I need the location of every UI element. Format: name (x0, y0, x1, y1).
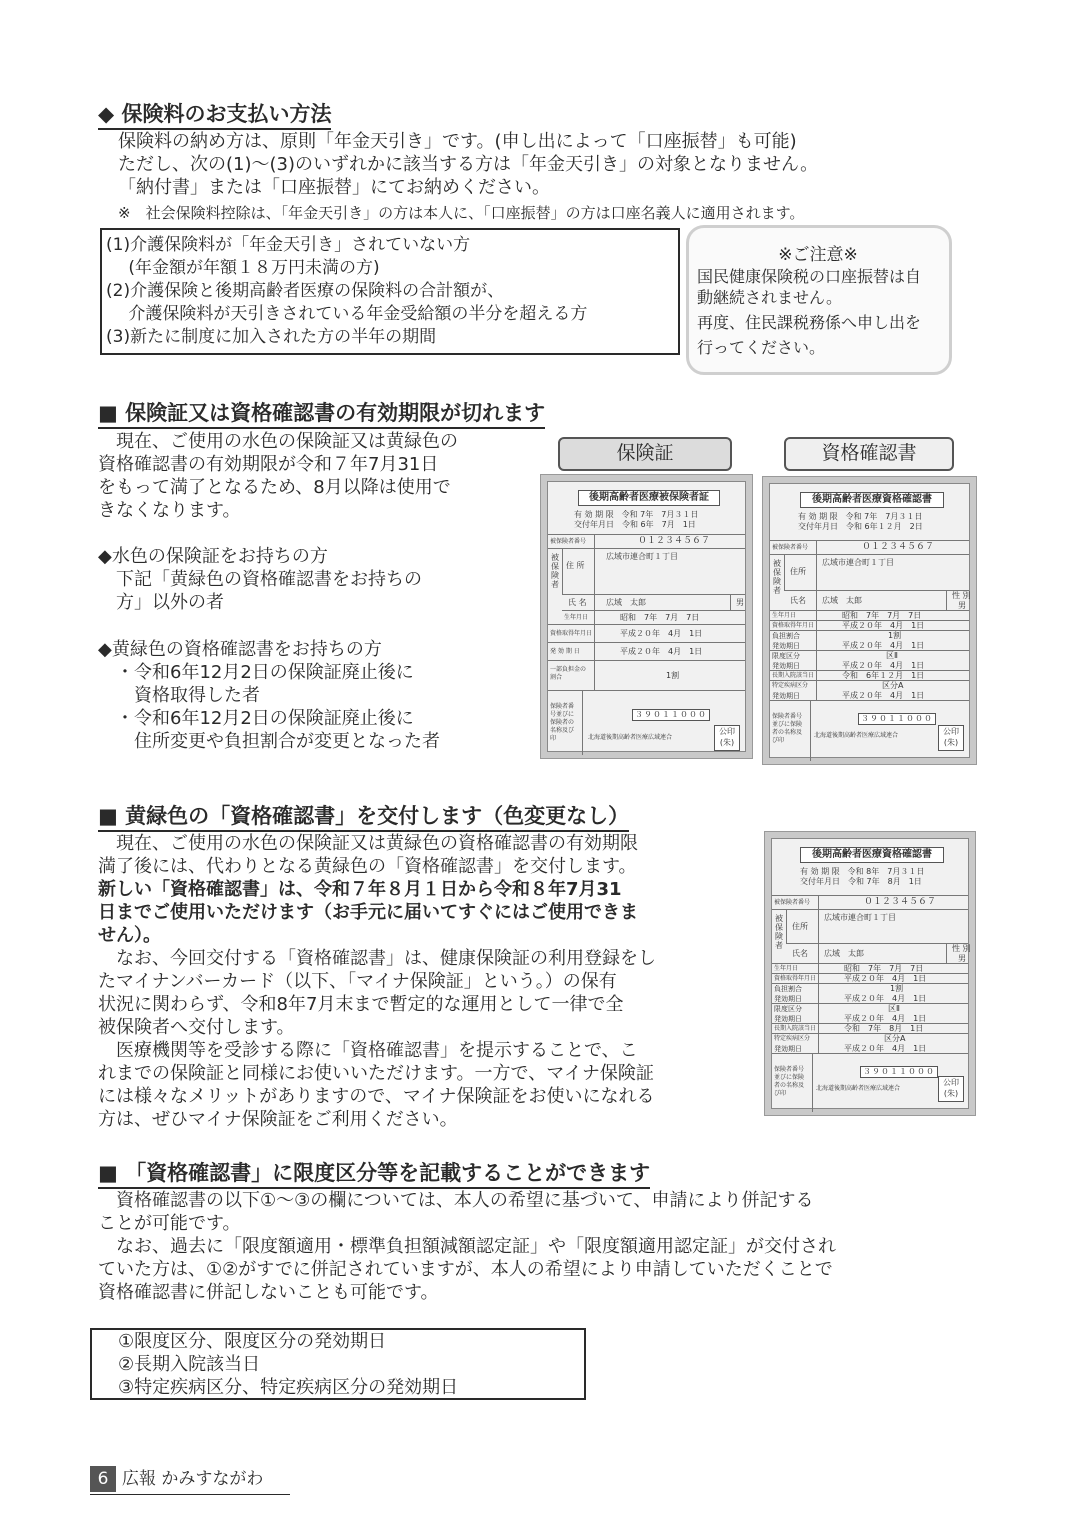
card-name: 広域 太郎 (822, 596, 862, 605)
section3-line: には様々なメリットがありますので、マイナ保険証をお使いになれる (98, 1086, 655, 1107)
official-seal: 公印(朱) (938, 725, 964, 751)
card-burden: 1割 (666, 671, 680, 680)
label-effective: 発 効 期 日 (550, 648, 580, 655)
label-burden: 負担割合 (774, 985, 802, 993)
label-insured: 被保険者 (551, 553, 559, 589)
card-sex: 男 (736, 598, 744, 607)
official-seal: 公印(朱) (938, 1076, 964, 1102)
label-limit: 限度区分 (772, 652, 800, 660)
insurer-number: ３９０１１０００ (860, 1066, 938, 1078)
card-burden-eff: 平成２０年 4月 1日 (844, 994, 927, 1003)
label-insured: 被保険者 (773, 559, 781, 595)
label-disease: 特定疾病区分 (772, 682, 809, 689)
shikaku-card (762, 476, 977, 765)
tab-hokensho: 保険証 (558, 437, 732, 471)
label-burden-eff: 発効期日 (774, 995, 802, 1003)
condition-line: (3)新たに制度に加入された方の半年の期間 (106, 327, 437, 347)
section1-line: 「納付書」または「口座振替」にてお納めください。 (118, 177, 550, 198)
group2-line: ◆黄緑色の資格確認書をお持ちの方 (98, 639, 382, 660)
label-insured: 被保険者 (775, 914, 783, 950)
notice-line: 動継続されません。 (697, 288, 842, 307)
card-burden: 1割 (888, 631, 902, 640)
label-birth: 生年月日 (774, 965, 799, 972)
card-hosp: 令和 7年 8月 1日 (844, 1024, 924, 1033)
label-name: 氏名 (792, 949, 808, 958)
intro-line: 現在、ご使用の水色の保険証又は黄緑色の (98, 431, 458, 452)
card-issued: 交付年月日 令和 6年 7月 1日 (574, 520, 696, 529)
label-sex: 性 別 (952, 591, 971, 600)
section1-line: ただし、次の(1)～(3)のいずれかに該当する方は「年金天引き」の対象となりません。 (118, 154, 819, 175)
page-number: 6 (90, 1466, 116, 1492)
card-address: 広域市連合町１丁目 (822, 558, 894, 567)
group1-line: 下記「黄緑色の資格確認書をお持ちの (98, 569, 422, 590)
card-birth: 昭和 7年 7月 7日 (620, 613, 700, 622)
condition-line: 介護保険料が天引きされている年金受給額の半分を超える方 (106, 304, 588, 324)
label-limit-eff: 発効期日 (774, 1015, 802, 1023)
group1 (98, 545, 422, 614)
card-validity: 有 効 期 限 令和 7年 7月３１日 (798, 512, 923, 521)
card-limit-eff: 平成２０年 4月 1日 (842, 661, 925, 670)
intro-line: きなくなります。 (98, 500, 241, 521)
label-qual: 資格取得年月日 (772, 622, 815, 629)
label-qual: 資格取得年月日 (550, 630, 593, 637)
label-sex: 性 別 (952, 944, 971, 953)
card-number: ０１２３４５６７ (638, 536, 711, 546)
notice-line: 国民健康保険税の口座振替は自 (697, 267, 922, 286)
condition-line: (1)介護保険料が「年金天引き」されていない方 (106, 235, 471, 255)
section3-body (98, 832, 656, 1131)
section1-heading: ◆ 保険料のお支払い方法 (98, 101, 331, 130)
label-number: 被保険者番号 (550, 538, 587, 545)
section3-line: なお、今回交付する「資格確認書」は、健康保険証の利用登録をし (98, 948, 656, 969)
insurer-number: ３９０１１０００ (858, 713, 936, 725)
shikaku-new-card (764, 831, 976, 1116)
card-limit: 区Ⅱ (886, 651, 898, 660)
label-number: 被保険者番号 (772, 544, 809, 551)
card-sex: 男 (958, 601, 966, 610)
card-hosp: 令和 6年１２月 1日 (842, 671, 925, 680)
card-name: 広域 太郎 (824, 949, 864, 958)
label-insurer: 保険者番号並びに保険者の名称及び印 (772, 713, 803, 744)
label-qual: 資格取得年月日 (774, 975, 817, 982)
label-limit-eff: 発効期日 (772, 662, 800, 670)
label-name: 氏名 (790, 596, 806, 605)
card-qual: 平成２０年 4月 1日 (844, 974, 927, 983)
card-disease: 区分A (884, 1034, 906, 1043)
items-box (90, 1328, 586, 1400)
card-qual: 平成２０年 4月 1日 (620, 629, 703, 638)
intro-line: 資格確認書の有効期限が令和７年7月31日 (98, 454, 439, 475)
insurer-name: 北海道後期高齢者医療広域連合 (816, 1085, 901, 1092)
label-address: 住所 (792, 922, 808, 931)
notice-box (686, 225, 952, 375)
card-validity: 有 効 期 限 令和 8年 7月３１日 (800, 867, 925, 876)
label-limit: 限度区分 (774, 1005, 802, 1013)
card-validity: 有 効 期 限 令和 7年 7月３１日 (574, 510, 699, 519)
card-name: 広域 太郎 (606, 598, 646, 607)
group1-line: ◆水色の保険証をお持ちの方 (98, 546, 328, 567)
conditions-box (100, 228, 680, 355)
official-seal: 公印(朱) (714, 725, 740, 751)
label-name: 氏 名 (568, 598, 587, 607)
card-disease-eff: 平成２０年 4月 1日 (842, 691, 925, 700)
card-limit-eff: 平成２０年 4月 1日 (844, 1014, 927, 1023)
card-disease: 区分A (882, 681, 904, 690)
card-number: ０１２３４５６７ (862, 542, 935, 552)
label-address: 住 所 (566, 561, 585, 570)
insurer-name: 北海道後期高齢者医療広域連合 (814, 732, 899, 739)
section1-note: ※ 社会保険料控除は、「年金天引き」の方は本人に、「口座振替」の方は口座名義人に適用されます。 (118, 204, 805, 222)
label-hosp: 長期入院該当日 (774, 1025, 817, 1032)
card-qual: 平成２０年 4月 1日 (842, 621, 925, 630)
label-insurer: 保険者番号並びに保険者の名称及び印 (774, 1066, 805, 1097)
section1-line: 保険料の納め方は、原則「年金天引き」です。(申し出によって「口座振替」も可能) (118, 131, 797, 152)
item-line: ①限度区分、限度区分の発効期日 (118, 1331, 387, 1352)
card-address: 広域市連合町１丁目 (606, 552, 678, 561)
label-birth: 生年月日 (564, 614, 589, 621)
group2-line: ・令和6年12月2日の保険証廃止後に (98, 662, 414, 683)
card-title: 後期高齢者医療資格確認書 (800, 847, 944, 863)
section3-line: 満了後には、代わりとなる黄緑色の「資格確認書」を交付します。 (98, 856, 637, 877)
section1-body (118, 130, 818, 199)
card-effective: 平成２０年 4月 1日 (620, 647, 703, 656)
hokensho-card (540, 474, 753, 759)
card-title: 後期高齢者医療被保険者証 (578, 490, 720, 506)
section3-bold-line: 日までご使用いただけます（お手元に届いてすぐにはご使用できま (98, 902, 638, 923)
card-birth: 昭和 7年 7月 7日 (842, 611, 922, 620)
section4-line: 資格確認書に併記しないことも可能です。 (98, 1282, 439, 1303)
card-limit: 区Ⅱ (888, 1004, 900, 1013)
footer (90, 1466, 290, 1495)
section4-line: なお、過去に「限度額適用・標準負担額減額認定証」や「限度額適用認定証」が交付され (98, 1236, 836, 1257)
card-birth: 昭和 7年 7月 7日 (844, 964, 924, 973)
notice-line: 行ってください。 (697, 338, 826, 357)
tab-shikaku: 資格確認書 (784, 437, 954, 471)
label-number: 被保険者番号 (774, 899, 811, 906)
group2-line: 資格取得した者 (98, 685, 260, 706)
insurer-number: ３９０１１０００ (632, 709, 710, 721)
section2-heading: ■ 保険証又は資格確認書の有効期限が切れます (98, 400, 545, 429)
section3-line: 方は、ぜひマイナ保険証をご利用ください。 (98, 1109, 458, 1130)
card-issued: 交付年月日 令和 7年 8月 1日 (800, 877, 922, 886)
group2-line: 住所変更や負担割合が変更となった者 (98, 731, 440, 752)
insurer-name: 北海道後期高齢者医療広域連合 (588, 734, 673, 741)
section4-body (98, 1189, 836, 1304)
intro-line: をもって満了となるため、8月以降は使用で (98, 477, 451, 498)
group2-line: ・令和6年12月2日の保険証廃止後に (98, 708, 414, 729)
card-issued: 交付年月日 令和 6年１２月 2日 (798, 522, 923, 531)
label-disease-eff: 発効期日 (772, 692, 800, 700)
section2-intro (98, 430, 458, 522)
section3-bold-line: 新しい「資格確認書」は、令和７年８月１日から令和８年7月31 (98, 879, 622, 900)
section3-bold-line: せん）。 (98, 925, 161, 946)
card-sex: 男 (958, 954, 966, 963)
card-burden-eff: 平成２０年 4月 1日 (842, 641, 925, 650)
label-birth: 生年月日 (772, 612, 797, 619)
section4-line: 資格確認書の以下①～③の欄については、本人の希望に基づいて、申請により併記する (98, 1190, 814, 1211)
notice-title: ※ご注意※ (778, 245, 858, 265)
group2 (98, 638, 440, 753)
label-burden: 負担割合 (772, 632, 800, 640)
publication-name: 広報 かみすながわ (122, 1469, 264, 1489)
section4-heading: ■ 「資格確認書」に限度区分等を記載することができます (98, 1160, 650, 1189)
card-title: 後期高齢者医療資格確認書 (800, 492, 944, 508)
group1-line: 方」以外の者 (98, 592, 224, 613)
card-address: 広域市連合町１丁目 (824, 913, 896, 922)
condition-line: (年金額が年額１８万円未満の方) (106, 258, 380, 278)
section3-line: 医療機関等を受診する際に「資格確認書」を提示することで、こ (98, 1040, 638, 1061)
section3-heading: ■ 黄緑色の「資格確認書」を交付します（色変更なし） (98, 803, 629, 832)
label-burden-eff: 発効期日 (772, 642, 800, 650)
section3-line: たマイナンバーカード（以下、「マイナ保険証」という。）の保有 (98, 971, 617, 992)
notice-line: 再度、住民課税務係へ申し出を (697, 313, 922, 332)
card-burden: 1割 (890, 984, 904, 993)
section4-line: ていた方は、①②がすでに併記されていますが、本人の希望により申請していただくことで (98, 1259, 833, 1280)
card-disease-eff: 平成２０年 4月 1日 (844, 1044, 927, 1053)
label-hosp: 長期入院該当日 (772, 672, 815, 679)
section4-line: ことが可能です。 (98, 1213, 241, 1234)
label-disease-eff: 発効期日 (774, 1045, 802, 1053)
section3-line: 被保険者へ交付します。 (98, 1017, 295, 1038)
item-line: ③特定疾病区分、特定疾病区分の発効期日 (118, 1377, 459, 1398)
section3-line: 現在、ご使用の水色の保険証又は黄緑色の資格確認書の有効期限 (98, 833, 638, 854)
card-number: ０１２３４５６７ (864, 897, 937, 907)
section3-line: 状況に関わらず、令和8年7月末まで暫定的な運用として一律で全 (98, 994, 624, 1015)
label-insurer: 保険者番号並びに保険者の名称及び印 (550, 703, 575, 742)
section3-line: れまでの保険証と同様にお使いいただけます。一方で、マイナ保険証 (98, 1063, 654, 1084)
condition-line: (2)介護保険と後期高齢者医療の保険料の合計額が、 (106, 281, 505, 301)
label-burden: 一部負担金の割合 (550, 666, 587, 681)
label-address: 住所 (790, 567, 806, 576)
item-line: ②長期入院該当日 (118, 1354, 261, 1375)
label-disease: 特定疾病区分 (774, 1035, 811, 1042)
